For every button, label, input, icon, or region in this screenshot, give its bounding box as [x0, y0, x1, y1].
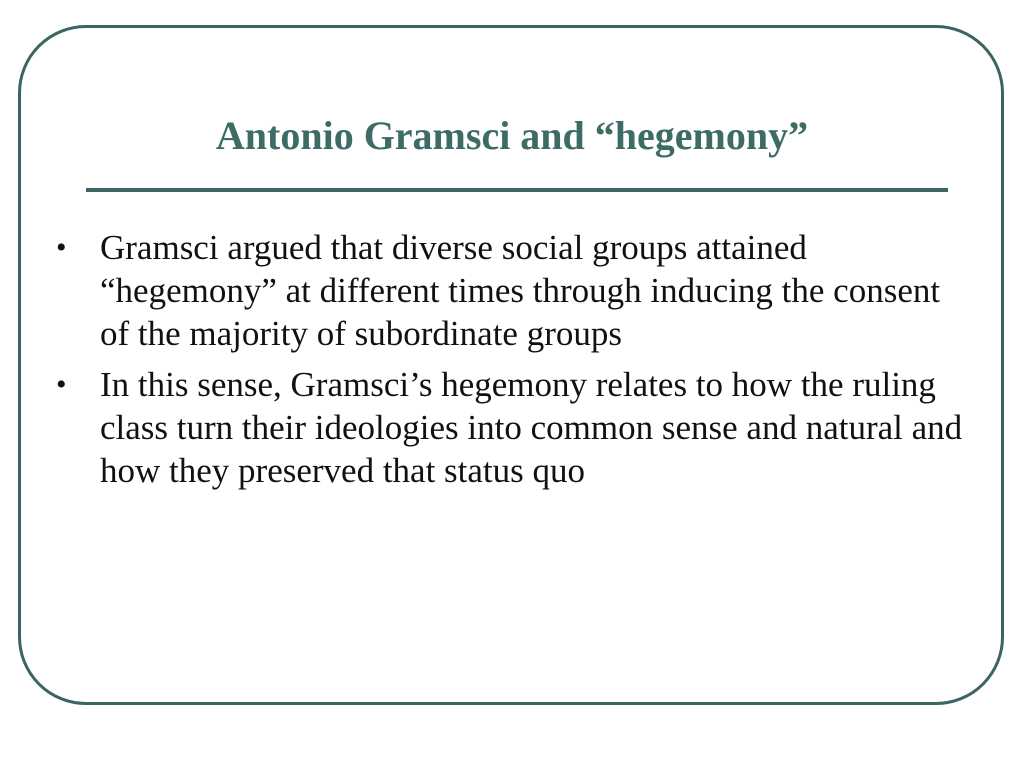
- bullet-icon: •: [56, 368, 67, 401]
- bullet-text: Gramsci argued that diverse social groups attained “hegemony” at different times through inducing the consent of the majority of subordinate groups: [100, 228, 941, 353]
- bullet-list: [56, 226, 976, 500]
- bullet-item: [56, 226, 976, 355]
- title-divider: [86, 188, 948, 192]
- slide-title: Antonio Gramsci and “hegemony”: [215, 113, 809, 158]
- bullet-text: In this sense, Gramsci’s hegemony relates to how the ruling class turn their ideologies into common sense and natural and how they preserved that status quo: [100, 365, 963, 490]
- bullet-item: [56, 363, 976, 492]
- bullet-icon: •: [56, 231, 67, 264]
